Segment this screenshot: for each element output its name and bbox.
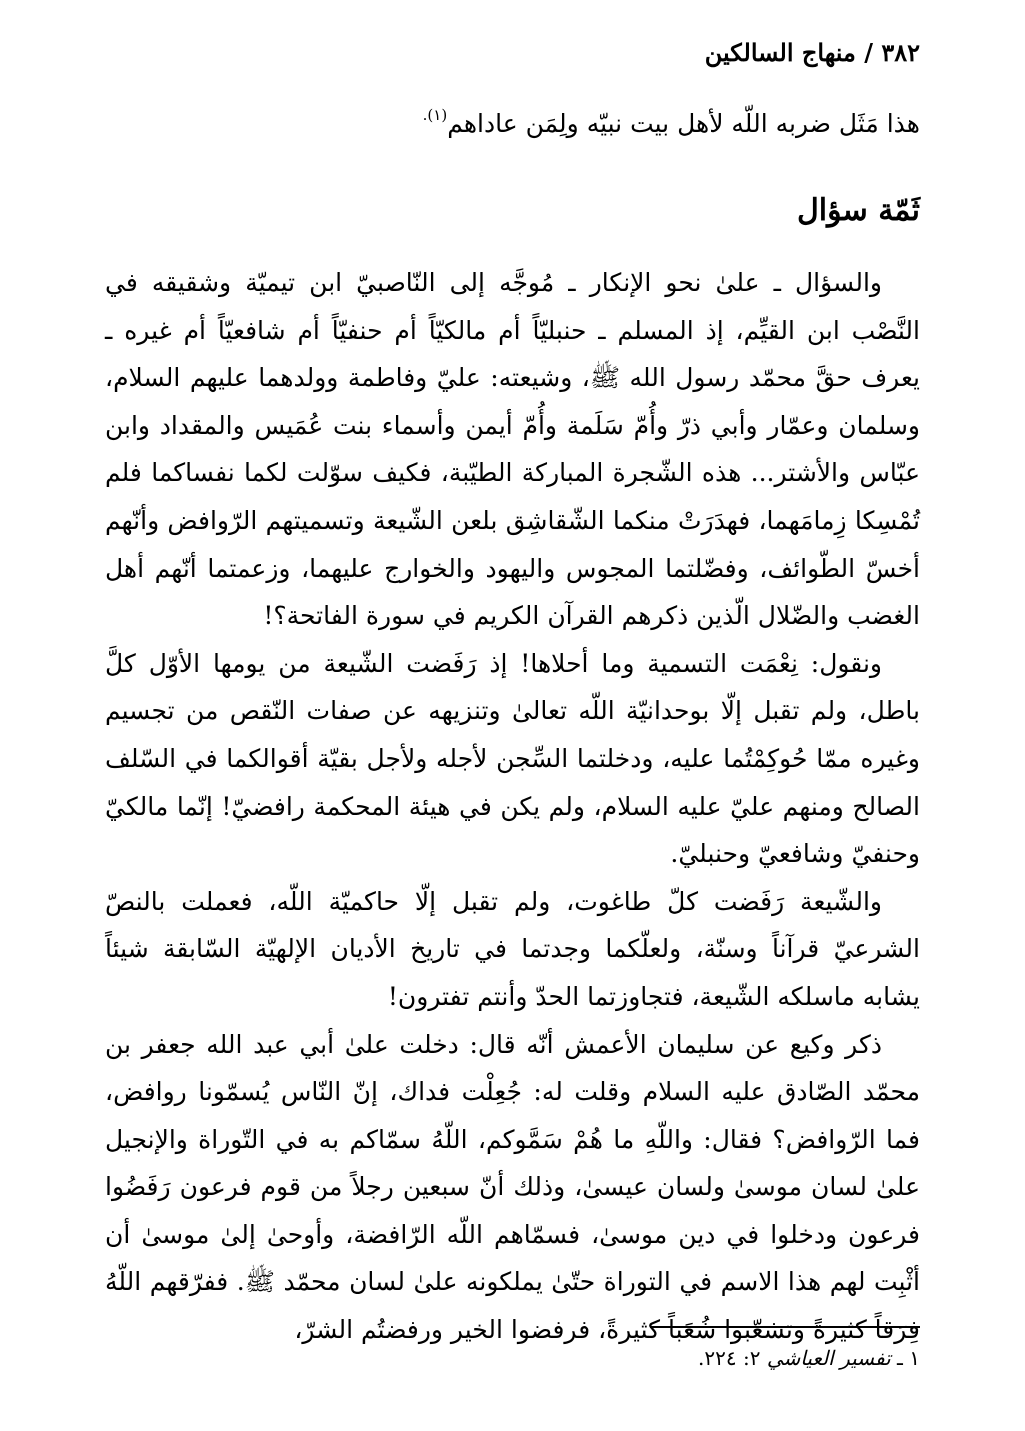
section-heading: ثَمّة سؤال xyxy=(797,193,920,228)
footnote-citation: ٢: ٢٢٤. xyxy=(698,1346,761,1370)
running-head: ٣٨٢ / منهاج السالكين xyxy=(704,38,920,67)
footnote-reference[interactable]: (١). xyxy=(422,106,448,124)
intro-text: هذا مَثَل ضربه اللّه لأهل بيت نبيّه ولِمَن عاداهم xyxy=(447,109,920,138)
paragraph-narration: ذكر وكيع عن سليمان الأعمش أنّه قال: دخلت علىٰ أبي عبد الله جعفر بن محمّد الصّادق عليه السلام وقلت له: جُعِلْت فداك، إنّ النّاس يُسمّونا روافض، فما الرّوافض؟ فقال: واللّهِ ما هُمْ سَمَّوكم، اللّهُ سمّاكم به في التّوراة والإنجيل علىٰ لسان موسىٰ ولسان عيسىٰ، وذلك أنّ سبعين رجلاً من قوم فرعون رَفَضُوا فرعون ودخلوا في دين موسىٰ، فسمّاهم اللّه الرّافضة، وأوحىٰ إلىٰ موسىٰ أن أثْبِت لهم هذا الاسم في التوراة حتّىٰ يملكونه علىٰ لسان محمّد ﷺ. ففرّقهم اللّهُ فِرَقاً كثيرةً وتشعّبوا شُعَباً كثيرةً، فرفضوا الخير ورفضتُم الشرّ، xyxy=(105,1029,920,1345)
footnote-number: ١ ـ xyxy=(897,1346,920,1370)
paragraph-question: والسؤال ـ علىٰ نحو الإنكار ـ مُوجَّه إلى النّاصبيّ ابن تيميّة وشقيقه في النَّصْب ابن القيِّم، إذ المسلم ـ حنبليّاً أم مالكيّاً أم حنفيّاً أم شافعيّاً أم غيره ـ يعرف حقَّ محمّد رسول الله ﷺ، وشيعته: عليّ وفاطمة وولدهما عليهم السلام، وسلمان وعمّار وأبي ذرّ وأُمّ سَلَمة وأُمّ أيمن وأسماء بنت عُمَيس والمقداد وابن عبّاس والأشتر... هذه الشّجرة المباركة الطيّبة، فكيف سوّلت لكما نفساكما فلم تُمْسِكا زِمامَهما، فهدَرَتْ منكما الشّقاشِق بلعن الشّيعة وتسميتهم الرّوافض وأنّهم أخسّ الطّوائف، وفضّلتما المجوس واليهود والخوارج عليهما، وزعمتما أنّهم أهل الغضب والضّلال الّذين ذكرهم القرآن الكريم في سورة الفاتحة؟! xyxy=(105,268,920,631)
body-text xyxy=(105,259,920,1354)
intro-line xyxy=(423,106,920,138)
footnote-book-title: تفسير العياشي xyxy=(766,1346,891,1370)
paragraph-response: ونقول: نِعْمَت التسمية وما أحلاها! إذ رَفَضت الشّيعة من يومها الأوّل كلَّ باطل، ولم تقبل إلّا بوحدانيّة اللّه تعالىٰ وتنزيهه عن صفات النّقص من تجسيم وغيره ممّا حُوكِمْتُما عليه، ودخلتما السِّجن لأجله ولأجل بقيّة أقوالكما في السّلف الصالح ومنهم عليّ عليه السلام، ولم يكن في هيئة المحكمة رافضيّ! إنّما مالكيّ وحنفيّ وشافعيّ وحنبليّ. xyxy=(105,648,920,869)
paragraph-rejection: والشّيعة رَفَضت كلّ طاغوت، ولم تقبل إلّا حاكميّة اللّه، فعملت بالنصّ الشرعيّ قرآناً وسنّة، ولعلّكما وجدتما في تاريخ الأديان الإلهيّة السّابقة شيئاً يشابه ماسلكه الشّيعة، فتجاوزتما الحدّ وأنتم تفترون! xyxy=(105,886,920,1011)
footnote-divider xyxy=(650,1326,920,1328)
footnote xyxy=(698,1346,920,1370)
